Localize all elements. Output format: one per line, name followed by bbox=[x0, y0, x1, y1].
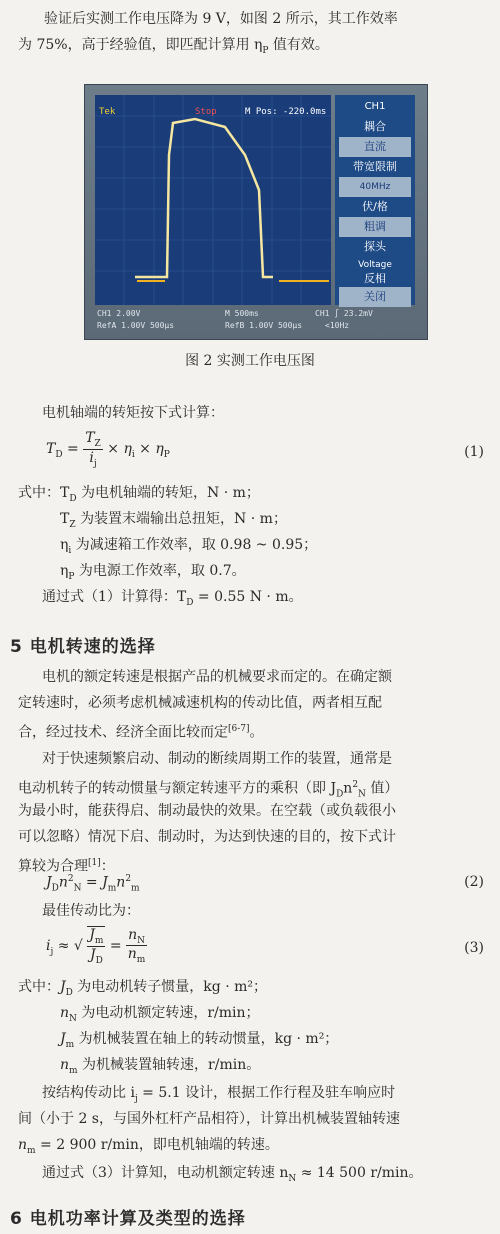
def-jm: $J_m$ 为机械装置在轴上的转动惯量，kg · m²； bbox=[60, 1031, 339, 1050]
equation-1-number: (1) bbox=[464, 444, 484, 460]
def-nm: $n_m$ 为机械装置轴转速，r/min。 bbox=[60, 1057, 261, 1076]
oscilloscope-photo bbox=[84, 84, 428, 340]
def-jd: 式中：$J_D$ 为电动机转子惯量，kg · m²； bbox=[18, 979, 267, 998]
para-5a-1: 电机的额定转速是根据产品的机械要求而定的。在确定额 bbox=[42, 669, 392, 685]
menu-item-2: 带宽限制 bbox=[353, 160, 397, 173]
position-readout: M Pos: -220.0ms bbox=[245, 107, 327, 117]
para-5a-2: 定转速时，必须考虑机械减速机构的传动比值，两者相互配 bbox=[18, 695, 382, 711]
intro-line-1: 验证后实测工作电压降为 9 V，如图 2 所示，其工作效率 bbox=[44, 11, 398, 27]
frequency-readout: <10Hz bbox=[325, 321, 350, 330]
brand-label: Tek bbox=[99, 107, 116, 117]
def-eta-i: $\eta_i$ 为减速箱工作效率，取 0.98 ~ 0.95； bbox=[60, 537, 318, 556]
menu-item-5: 粗调 bbox=[339, 217, 411, 237]
equation-1: $T_D$ = $\frac{T_Z}{i_j}$ × $\eta_i \times \eta_P$ bbox=[46, 430, 170, 469]
menu-item-4: 伏/格 bbox=[362, 200, 388, 213]
oscilloscope-screen bbox=[95, 95, 331, 305]
menu-item-9: 关闭 bbox=[339, 287, 411, 307]
def-nn: $n_N$ 为电动机额定转速，r/min； bbox=[60, 1005, 260, 1024]
section-6-heading: 6 电机功率计算及类型的选择 bbox=[10, 1209, 246, 1229]
menu-item-1: 直流 bbox=[339, 137, 411, 157]
para-5b-1: 对于快速频繁启动、制动的断续周期工作的装置，通常是 bbox=[42, 751, 392, 767]
torque-intro: 电机轴端的转矩按下式计算： bbox=[42, 405, 224, 421]
equation-2: $J_Dn^2_N = J_mn^2_m$ bbox=[46, 874, 140, 894]
waveform-trace bbox=[95, 95, 331, 305]
trigger-readout: CH1 ∫ 23.2mV bbox=[315, 309, 373, 318]
def-eta-p: $\eta_P$ 为电源工作效率，取 0.7。 bbox=[60, 563, 246, 582]
menu-item-0: 耦合 bbox=[364, 120, 386, 133]
result-1: 通过式（1）计算得：$T_D = 0.55$ N · m。 bbox=[42, 589, 303, 608]
time-scale: M 500ms bbox=[225, 309, 259, 318]
channel-label: CH1 bbox=[364, 101, 386, 112]
equation-3: $i_j$ ≈ √ $\frac{J_m}{J_D}$ = $\frac{n_N}{n_m}$ bbox=[46, 926, 146, 966]
def-td: 式中：$T_D$ 为电机轴端的转矩，N · m； bbox=[18, 485, 260, 504]
para-7: 通过式（3）计算知，电动机额定转速 $n_N \approx 14$ 500 r/min。 bbox=[42, 1165, 423, 1184]
oscilloscope-menu bbox=[335, 95, 415, 305]
ref-b: RefB 1.00V 500μs bbox=[225, 321, 303, 330]
para-5b-3: 为最小时，能获得启、制动最快的效果。在空载（或负载很小 bbox=[18, 803, 396, 819]
menu-item-6: 探头 bbox=[364, 240, 386, 253]
equation-3-number: (3) bbox=[464, 940, 484, 956]
para-5b-2: 电动机转子的转动惯量与额定转速平方的乘积（即 $J_Dn^2_N$ 值） bbox=[18, 780, 399, 800]
def-tz: $T_Z$ 为装置末端输出总扭矩，N · m； bbox=[60, 511, 287, 530]
intro-line-2: 为 75%，高于经验值，即匹配计算用 $\eta_P$ 值有效。 bbox=[18, 37, 329, 56]
ref-a: RefA 1.00V 500μs bbox=[97, 321, 175, 330]
equation-2-number: (2) bbox=[464, 874, 484, 890]
para-5b-4: 可以忽略）情况下启、制动时，为达到快速的目的，按下式计 bbox=[18, 829, 396, 845]
figure-caption: 图 2 实测工作电压图 bbox=[185, 353, 315, 369]
menu-item-7: Voltage bbox=[358, 260, 392, 270]
menu-item-8: 反相 bbox=[364, 272, 386, 285]
para-6-1: 按结构传动比 $i_j = 5.1$ 设计，根据工作行程及驻车响应时 bbox=[42, 1085, 396, 1104]
para-6-3: $n_m = 2$ 900 r/min，即电机轴端的转速。 bbox=[18, 1137, 279, 1156]
para-5b-5: 算较为合理[1]： bbox=[18, 858, 115, 875]
status-label: Stop bbox=[195, 107, 217, 117]
ch1-scale: CH1 2.00V bbox=[97, 309, 141, 318]
best-ratio-label: 最佳传动比为： bbox=[42, 903, 140, 919]
para-5a-3: 合，经过技术、经济全面比较而定[6-7]。 bbox=[18, 724, 264, 741]
menu-item-3: 40MHz bbox=[339, 177, 411, 197]
para-6-2: 间（小于 2 s，与国外杠杆产品相符），计算出机械装置轴转速 bbox=[18, 1111, 400, 1127]
section-5-heading: 5 电机转速的选择 bbox=[10, 637, 156, 657]
